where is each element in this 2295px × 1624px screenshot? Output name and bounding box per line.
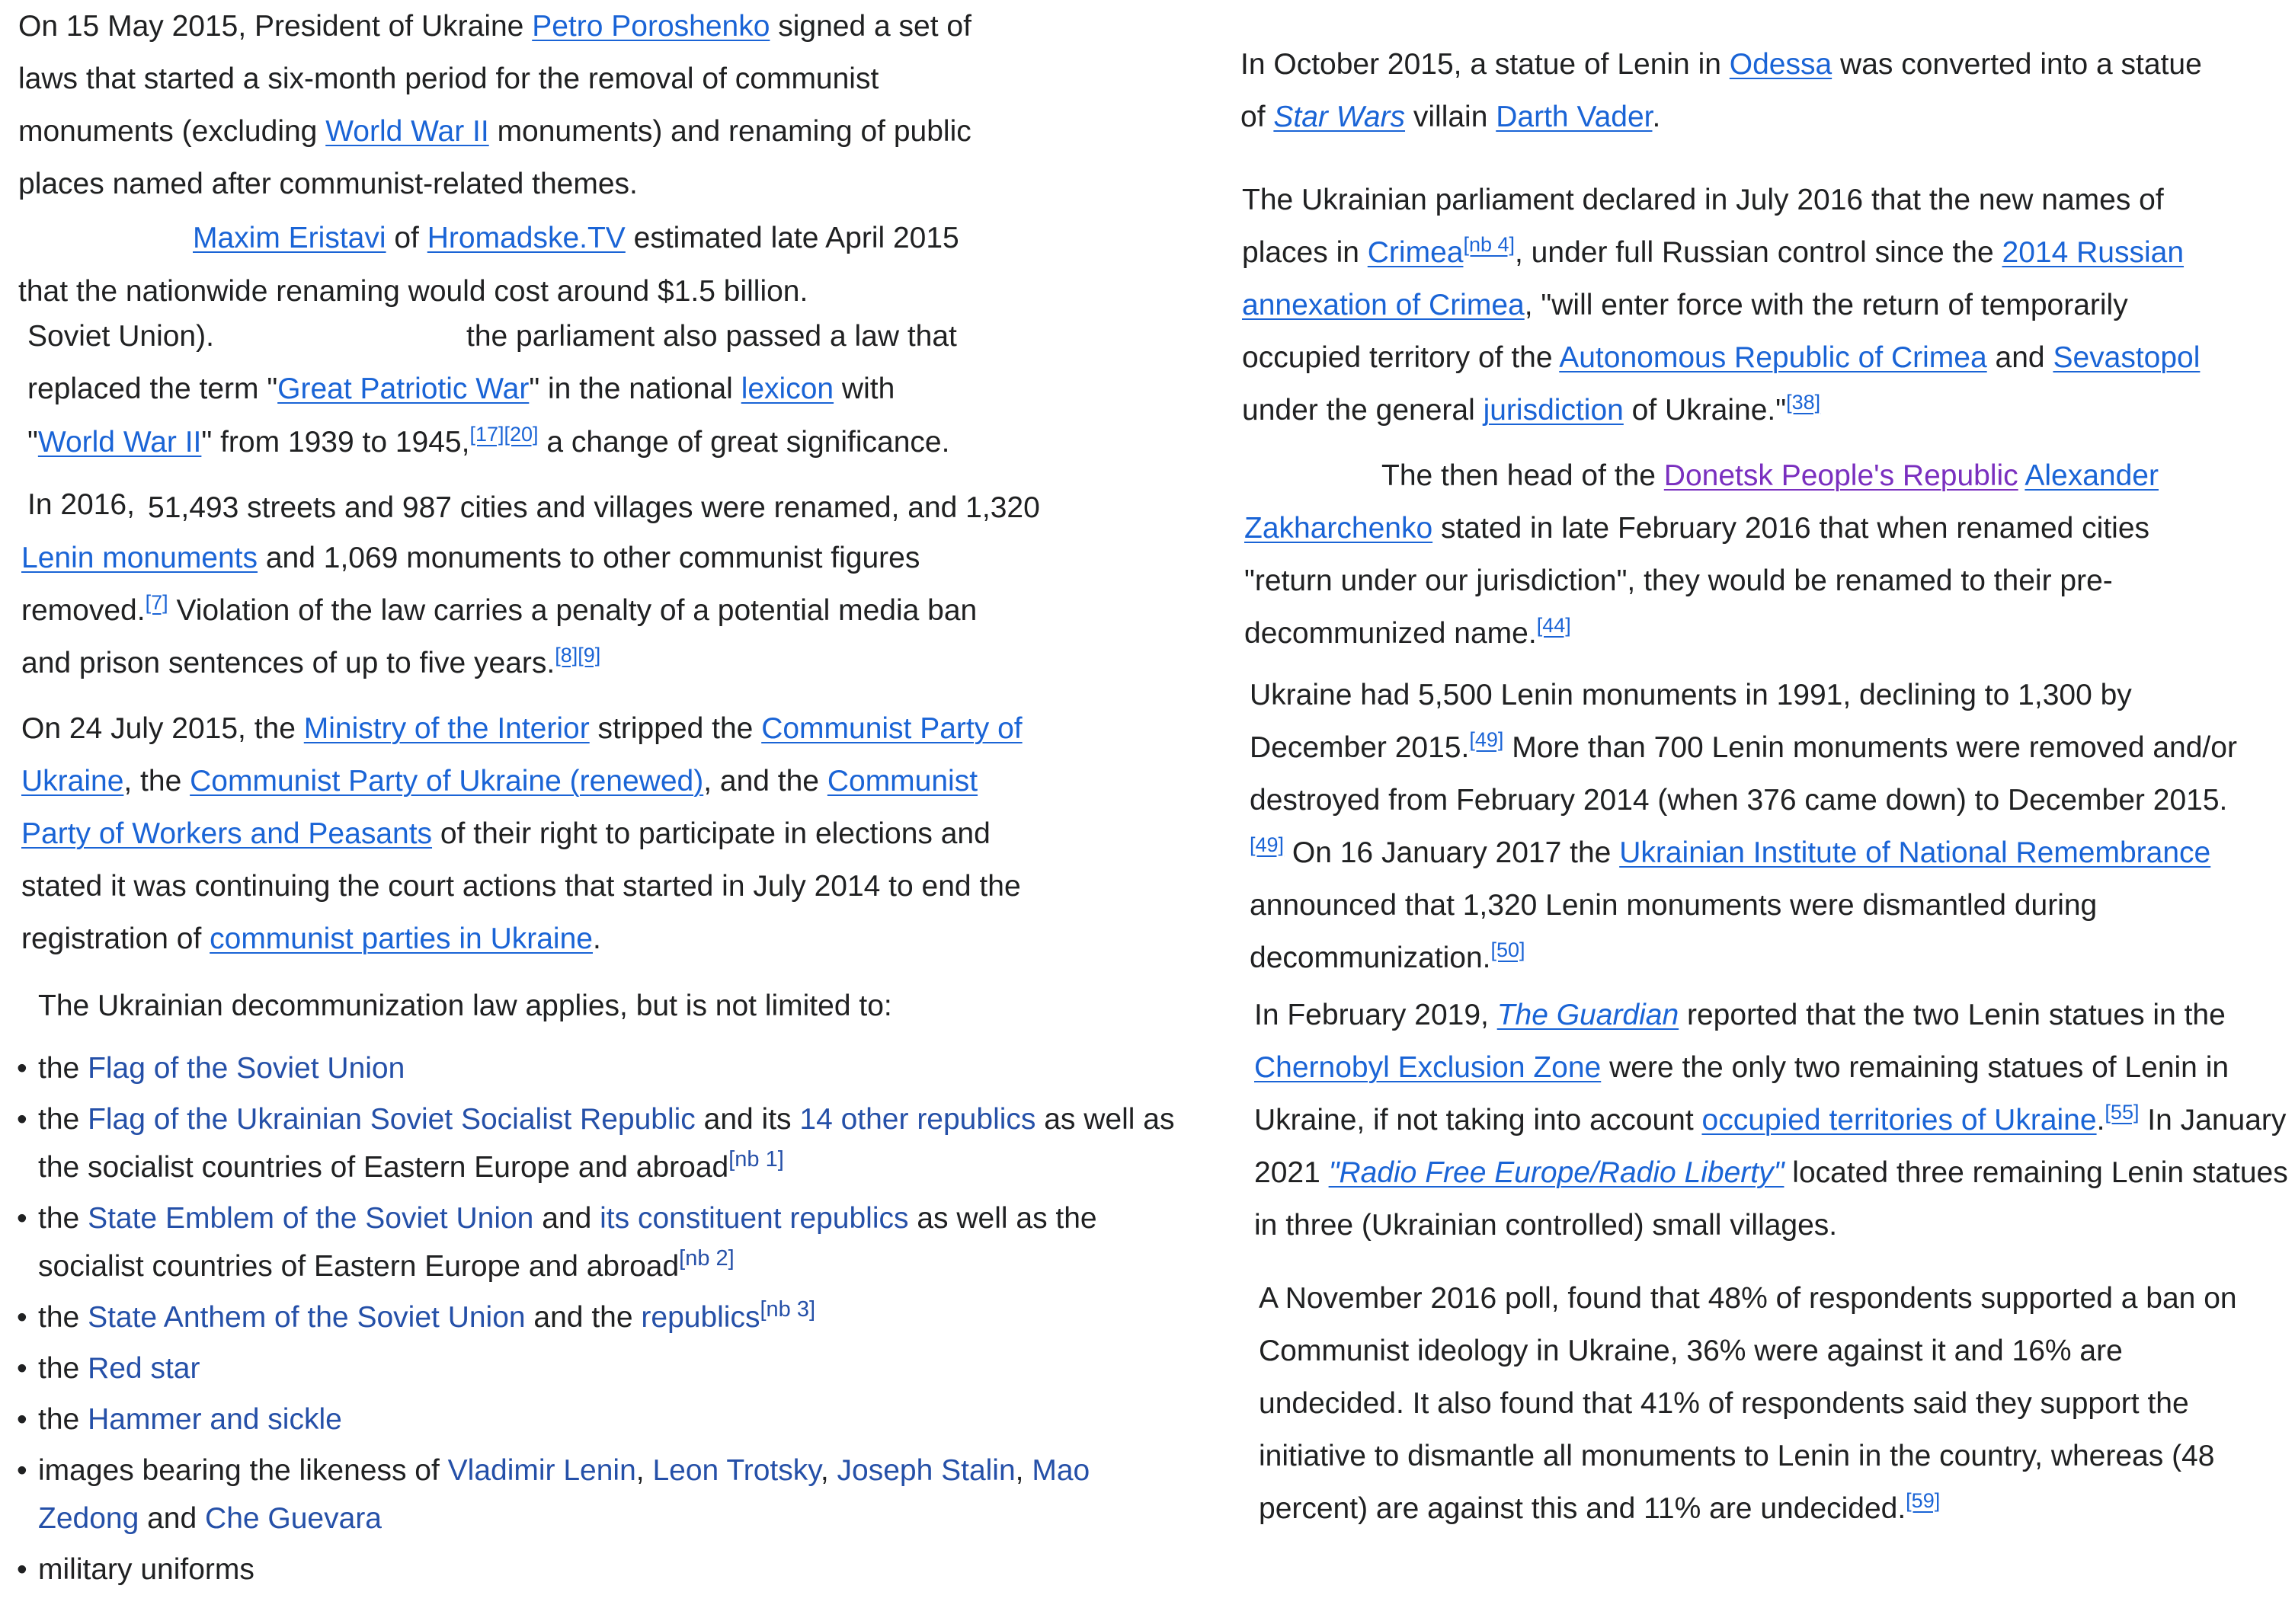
list-item: • images bearing the likeness of Vladimir Lenin, Leon Trotsky, Joseph Stalin, Mao Zedong and Che Guevara: [17, 1447, 1135, 1542]
ref-9-link[interactable]: [9]: [578, 644, 601, 667]
link-lexicon[interactable]: lexicon: [741, 372, 834, 405]
link-che-guevara[interactable]: Che Guevara: [205, 1502, 382, 1535]
link-darth-vader[interactable]: Darth Vader: [1496, 101, 1653, 133]
link-flag-of-the-soviet-union[interactable]: Flag of the Soviet Union: [88, 1052, 405, 1085]
ref-20-link[interactable]: [20]: [504, 423, 539, 446]
note-nb-4[interactable]: [1463, 233, 1515, 256]
ref-38[interactable]: [1786, 391, 1820, 414]
ref-50[interactable]: [1491, 938, 1525, 961]
link-joseph-stalin[interactable]: Joseph Stalin: [837, 1454, 1016, 1487]
left-paragraph-4-line-1a: In 2016,: [27, 488, 135, 521]
link-ukrainian-institute-of-national-remembrance[interactable]: Ukrainian Institute of National Remembrance: [1619, 836, 2211, 869]
ref-50-link[interactable]: [50]: [1490, 938, 1525, 961]
note-nb-2-link[interactable]: [nb 2]: [679, 1246, 735, 1271]
link-communist-party-of-workers-and-peasants[interactable]: Communist Party of Workers and Peasants: [21, 765, 978, 850]
ref-44-link[interactable]: [44]: [1536, 614, 1571, 637]
ref-7-link[interactable]: [7]: [145, 591, 168, 614]
link-alexander-zakharchenko[interactable]: Alexander Zakharchenko: [1244, 459, 2159, 545]
list-item: • the Red star: [17, 1344, 1175, 1392]
left-paragraph-4: Lenin monuments and 1,069 monuments to other communist figures removed.[7] Violation of the law carries a penalty of a potential media ban and prison sentences of up to five years.[8][9]: [21, 542, 978, 679]
ref-17-link[interactable]: [17]: [469, 423, 504, 446]
link-republics[interactable]: republics: [641, 1301, 760, 1334]
link-state-emblem-of-the-soviet-union[interactable]: State Emblem of the Soviet Union: [88, 1202, 534, 1235]
link-lenin-monuments[interactable]: Lenin monuments: [21, 542, 258, 574]
ref-8[interactable]: [555, 644, 578, 667]
note-nb-1[interactable]: [728, 1147, 784, 1172]
ref-20[interactable]: [504, 423, 539, 446]
link-communist-party-of-ukraine-renewed[interactable]: Communist Party of Ukraine (renewed): [190, 765, 704, 798]
decommunization-list: [17, 1044, 1175, 1597]
left-paragraph-3-line-3: "World War II" from 1939 to 1945,[17][20] a change of great significance.: [27, 423, 950, 459]
link-world-war-ii-2[interactable]: World War II: [37, 426, 202, 459]
right-paragraph-6: A November 2016 poll, found that 48% of respondents supported a ban on Communist ideology in Ukraine, 36% were against it and 16% are undecided. It also found that 41% of respondents said they support the initiative to dismantle all monuments to Lenin in the country, whereas (48 percent) are against this and 11% are undecided.[59]: [1259, 1282, 2237, 1525]
link-radio-free-europe[interactable]: "Radio Free Europe/Radio Liberty": [1328, 1156, 1784, 1189]
ref-49b-link[interactable]: [49]: [1250, 833, 1285, 856]
link-maxim-eristavi[interactable]: Maxim Eristavi: [193, 222, 386, 254]
link-world-war-ii[interactable]: World War II: [325, 115, 489, 148]
note-nb-4-link[interactable]: [nb 4]: [1463, 233, 1516, 256]
link-sevastopol[interactable]: Sevastopol: [2053, 341, 2201, 374]
left-paragraph-2-line-2: that the nationwide renaming would cost around $1.5 billion.: [18, 275, 808, 308]
link-mao-zedong[interactable]: Mao Zedong: [38, 1454, 1090, 1535]
right-paragraph-2: The Ukrainian parliament declared in July 2016 that the new names of places in Crimea[nb 4], under full Russian control since the 2014 Russian annexation of Crimea, "will enter force with the return of temporarily occupied territory of the Autonomous Republic of Crimea and Sevastopol under the general jurisdiction of Ukraine."[38]: [1242, 184, 2201, 427]
ref-44[interactable]: [1537, 614, 1571, 637]
link-the-guardian[interactable]: The Guardian: [1496, 999, 1679, 1031]
link-petro-poroshenko[interactable]: Petro Poroshenko: [532, 10, 770, 43]
right-paragraph-1: In October 2015, a statue of Lenin in Odessa was converted into a statue of Star Wars villain Darth Vader.: [1240, 48, 2202, 133]
link-hromadske-tv[interactable]: Hromadske.TV: [427, 222, 626, 254]
link-communist-party-of-ukraine[interactable]: Communist Party of Ukraine: [21, 712, 1023, 798]
link-communist-parties-in-ukraine[interactable]: communist parties in Ukraine: [210, 922, 593, 955]
ref-7[interactable]: [146, 591, 168, 614]
link-chernobyl-exclusion-zone[interactable]: Chernobyl Exclusion Zone: [1254, 1051, 1602, 1084]
right-paragraph-5: In February 2019, The Guardian reported that the two Lenin statues in the Chernobyl Exclusion Zone were the only two remaining statues of Lenin in Ukraine, if not taking into account occupied territories of Ukraine.[55] In January 2021 "Radio Free Europe/Radio Liberty" located three remaining Lenin statues in three (Ukrainian controlled) small villages.: [1254, 999, 2288, 1242]
ref-55-link[interactable]: [55]: [2105, 1101, 2140, 1124]
link-great-patriotic-war[interactable]: Great Patriotic War: [277, 372, 530, 405]
right-paragraph-3: The then head of the Donetsk People's Republic Alexander Zakharchenko stated in late February 2016 that when renamed cities "return under our jurisdiction", they would be renamed to their pre-decommunized name.[44]: [1244, 459, 2159, 650]
left-paragraph-3-line-1: Soviet Union).: [27, 320, 214, 353]
ref-49-link[interactable]: [49]: [1469, 728, 1504, 751]
ref-59[interactable]: [1906, 1489, 1940, 1512]
link-state-anthem-of-the-soviet-union[interactable]: State Anthem of the Soviet Union: [88, 1301, 526, 1334]
list-lead-text: The Ukrainian decommunization law applies, but is not limited to:: [38, 989, 892, 1022]
link-crimea[interactable]: Crimea: [1367, 236, 1464, 269]
note-nb-2[interactable]: [679, 1246, 735, 1271]
link-donetsk-peoples-republic[interactable]: Donetsk People's Republic: [1663, 459, 2018, 492]
left-paragraph-5: On 24 July 2015, the Ministry of the Interior stripped the Communist Party of Ukraine, the Communist Party of Ukraine (renewed), and the Communist Party of Workers and Peasants of their right to participate in elections and stated it was continuing the court actions that started in July 2014 to end the registration of communist parties in Ukraine.: [21, 712, 1023, 955]
note-nb-1-link[interactable]: [nb 1]: [728, 1147, 784, 1172]
right-paragraph-4: Ukraine had 5,500 Lenin monuments in 1991, declining to 1,300 by December 2015.[49] More than 700 Lenin monuments were removed and/or destroyed from February 2014 (when 376 came down) to December 2015.[49] On 16 January 2017 the Ukrainian Institute of National Remembrance announced that 1,320 Lenin monuments were dismantled during decommunization.[50]: [1250, 679, 2237, 974]
link-ministry-of-the-interior[interactable]: Ministry of the Interior: [303, 712, 590, 745]
list-item: • the Hammer and sickle: [17, 1395, 1175, 1443]
list-item: • the Flag of the Soviet Union: [17, 1044, 1175, 1092]
note-nb-3[interactable]: [760, 1297, 815, 1322]
link-leon-trotsky[interactable]: Leon Trotsky: [652, 1454, 821, 1487]
list-item: • the State Anthem of the Soviet Union and the republics[nb 3]: [17, 1293, 1175, 1341]
link-odessa[interactable]: Odessa: [1729, 48, 1832, 81]
left-paragraph-3-line-1b: the parliament also passed a law that: [466, 320, 957, 353]
link-2014-russian-annexation-of-crimea[interactable]: 2014 Russian annexation of Crimea: [1242, 236, 2185, 321]
left-paragraph-3-line-2: replaced the term "Great Patriotic War" in the national lexicon with: [27, 372, 895, 405]
link-hammer-and-sickle[interactable]: Hammer and sickle: [88, 1403, 342, 1436]
link-flag-of-the-ukrainian-ssr[interactable]: Flag of the Ukrainian Soviet Socialist Republic: [88, 1103, 696, 1136]
link-red-star[interactable]: Red star: [88, 1352, 200, 1385]
list-item: • military uniforms: [17, 1546, 1175, 1594]
ref-8-link[interactable]: [8]: [555, 644, 578, 667]
link-its-constituent-republics[interactable]: its constituent republics: [600, 1202, 909, 1235]
left-paragraph-2-line-1: Maxim Eristavi of Hromadske.TV estimated late April 2015: [193, 222, 959, 254]
ref-59-link[interactable]: [59]: [1906, 1489, 1941, 1512]
note-nb-3-link[interactable]: [nb 3]: [760, 1297, 816, 1322]
ref-38-link[interactable]: [38]: [1786, 391, 1821, 414]
link-autonomous-republic-of-crimea[interactable]: Autonomous Republic of Crimea: [1559, 341, 1987, 374]
list-item: • the Flag of the Ukrainian Soviet Socialist Republic and its 14 other republics as well as the socialist countries of Eastern Europe and abroad[nb 1]: [17, 1095, 1175, 1191]
link-jurisdiction[interactable]: jurisdiction: [1483, 394, 1624, 427]
link-star-wars[interactable]: Star Wars: [1273, 101, 1406, 133]
ref-49b[interactable]: [1250, 833, 1284, 856]
link-14-other-republics[interactable]: 14 other republics: [799, 1103, 1036, 1136]
ref-55[interactable]: [2105, 1101, 2139, 1124]
link-vladimir-lenin[interactable]: Vladimir Lenin: [447, 1454, 636, 1487]
link-occupied-territories-of-ukraine[interactable]: occupied territories of Ukraine: [1701, 1104, 2097, 1136]
list-item: • the State Emblem of the Soviet Union and its constituent republics as well as the socialist countries of Eastern Europe and abroad[nb 2]: [17, 1194, 1175, 1290]
left-paragraph-1: On 15 May 2015, President of Ukraine Petro Poroshenko signed a set of laws that started a six-month period for the removal of communist monuments (excluding World War II monuments) and renaming of public places named after communist-related themes.: [18, 10, 971, 200]
ref-17[interactable]: [469, 423, 504, 446]
ref-49[interactable]: [1469, 728, 1503, 751]
ref-9[interactable]: [578, 644, 600, 667]
left-paragraph-4-line-1b: 51,493 streets and 987 cities and villages were renamed, and 1,320: [148, 491, 1040, 524]
